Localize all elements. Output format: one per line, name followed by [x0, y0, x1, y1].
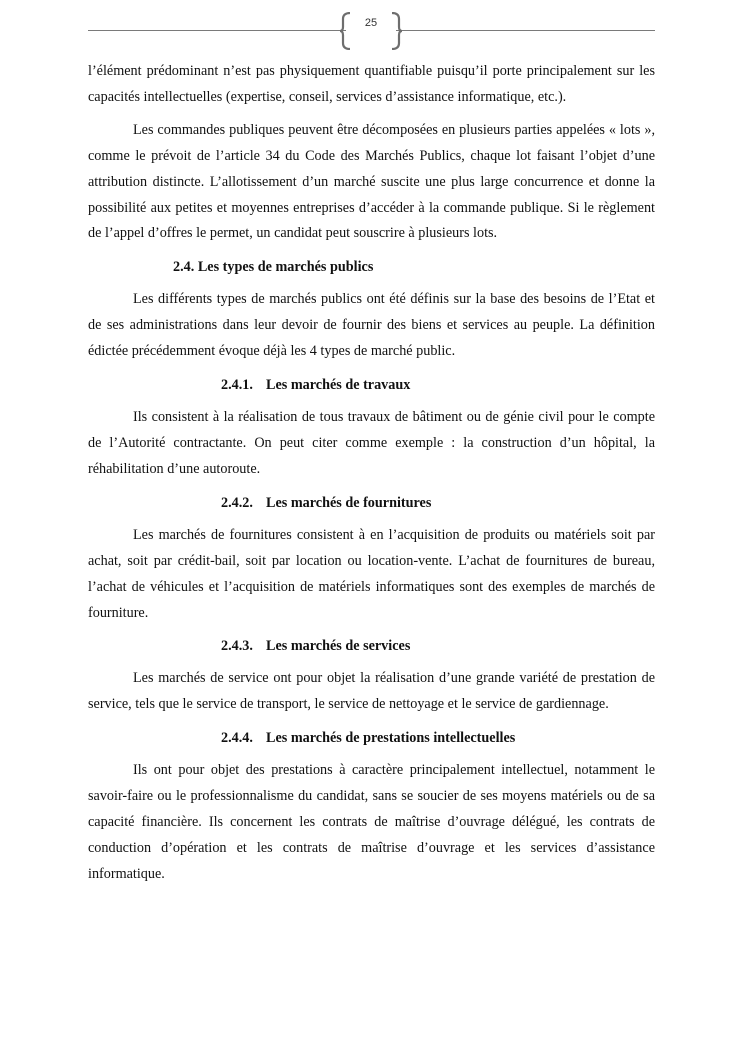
paragraph-prestations-intellectuelles: Ils ont pour objet des prestations à caractère principalement intellectuel, notamment le savoir-faire ou le professionnalisme du candidat, sans se soucier de ses moyens matériels ou de sa capacité financière. Ils concernent les contrats de maîtrise d’ouvrage délégué, les contrats de conduction d’opération et les contrats de maîtrise d’ouvrage et les services d’assistance informatique.	[88, 762, 655, 882]
paragraph-lots: Les commandes publiques peuvent être décomposées en plusieurs parties appelées « lots », comme le prévoit de l’article 34 du Code des Marchés Publics, chaque lot faisant l’objet d’une attribution distincte. L’allotissement d’un marché suscite une plus large concurrence et donne la possibilité aux petites et moyennes entreprises d’accéder à la commande publique. Si le règlement de l’appel d’offres le permet, un candidat peut souscrire à plusieurs lots.	[88, 121, 655, 242]
header-rule-left	[88, 30, 346, 31]
paragraph-types-intro: Les différents types de marchés publics ont été définis sur la base des besoins de l’Etat et de ses administrations dans leur devoir de fournir des biens et services au peuple. La définition édictée précédemment évoque déjà les 4 types de marché public.	[88, 291, 655, 360]
document-body	[88, 59, 655, 888]
subsection-heading-2-4-3	[88, 633, 655, 659]
subsection-heading-2-4-2	[88, 490, 655, 516]
subsection-title: Les marchés de travaux	[266, 377, 411, 394]
subsection-number: 2.4.4.	[221, 730, 253, 747]
subsection-title: Les marchés de services	[266, 638, 411, 655]
paragraph-continuation: l’élément prédominant n’est pas physiquement quantifiable puisqu’il porte principalement sur les capacités intellectuelles (expertise, conseil, services d’assistance informatique, etc.).	[88, 63, 655, 105]
paragraph-services: Les marchés de service ont pour objet la réalisation d’une grande variété de prestation de service, tels que le service de transport, le service de nettoyage et le service de gardiennage.	[88, 670, 655, 713]
paragraph-fournitures: Les marchés de fournitures consistent à en l’acquisition de produits ou matériels soit par achat, soit par crédit-bail, soit par location ou location-vente. L’achat de fournitures de bureau, l’achat de véhicules et l’acquisition de matériels informatiques sont des exemples de marchés de fourniture.	[88, 526, 655, 621]
page-number-bracket	[340, 12, 402, 50]
subsection-number: 2.4.2.	[221, 494, 253, 511]
page-header	[0, 0, 745, 60]
header-rule-right	[396, 30, 655, 31]
subsection-number: 2.4.1.	[221, 377, 253, 394]
subsection-heading-2-4-1	[88, 372, 655, 398]
paragraph-travaux: Ils consistent à la réalisation de tous travaux de bâtiment ou de génie civil pour le compte de l’Autorité contractante. On peut citer comme exemple : la construction d’un hôpital, la réhabilitation d’une autoroute.	[88, 409, 655, 477]
page-number: 25	[364, 17, 378, 29]
subsection-heading-2-4-4	[88, 725, 655, 751]
subsection-title: Les marchés de fournitures	[266, 494, 432, 511]
section-heading-2-4: 2.4. Les types de marchés publics	[173, 259, 374, 276]
subsection-title: Les marchés de prestations intellectuelles	[266, 730, 516, 747]
subsection-number: 2.4.3.	[221, 638, 253, 655]
